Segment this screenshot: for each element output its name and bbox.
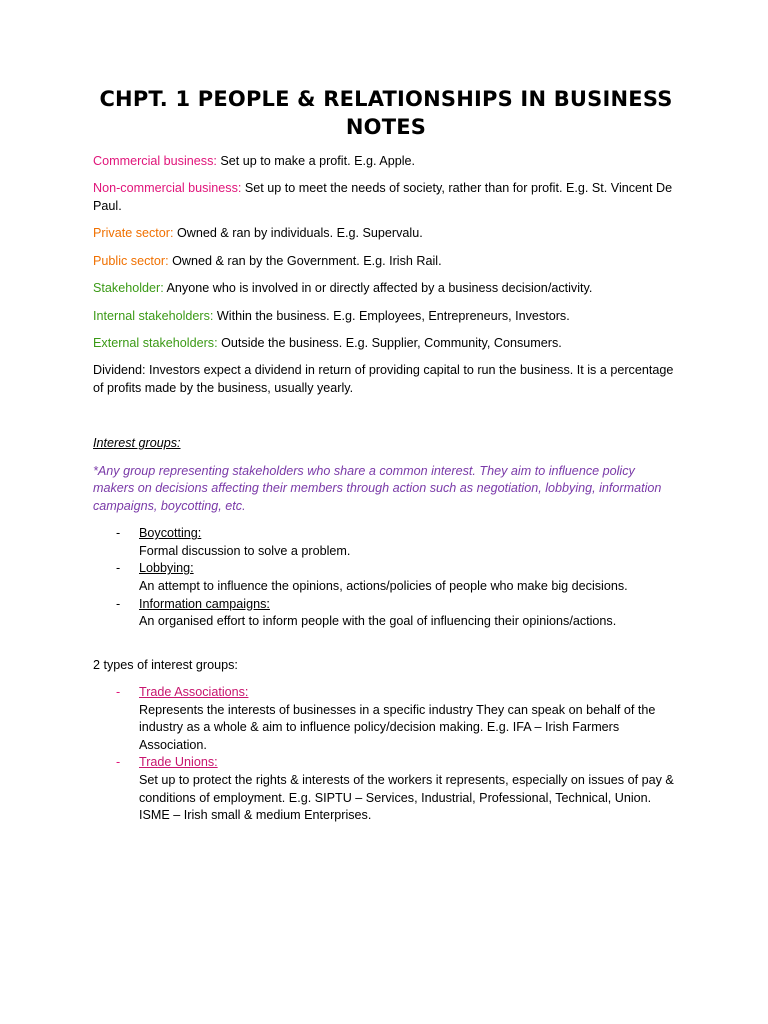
- definition-commercial: [93, 153, 677, 171]
- definition-private-sector: [93, 225, 677, 243]
- document-content: [93, 86, 677, 835]
- document-title: CHPT. 1 PEOPLE & RELATIONSHIPS IN BUSINESS NOTES: [99, 87, 673, 139]
- spacer: [93, 641, 677, 657]
- definition-external-stakeholders: [93, 335, 677, 353]
- method-label: Information campaigns:: [139, 596, 270, 611]
- interest-group-methods-list: [93, 525, 677, 631]
- definition-term: Commercial business:: [93, 154, 217, 168]
- type-description: Set up to protect the rights & interests of the workers it represents, especially on issues of pay & conditions of employment. E.g. SIPTU – Services, Industrial, Professional, Technical, Union. ISME – Irish small & medium Enterprises.: [139, 773, 678, 823]
- definition-non-commercial: [93, 180, 677, 215]
- definition-internal-stakeholders: [93, 308, 677, 326]
- bullet-dash: -: [116, 596, 121, 611]
- definition-stakeholder: [93, 280, 677, 298]
- method-description: An attempt to influence the opinions, actions/policies of people who make big decisions.: [139, 579, 628, 594]
- bullet-dash: -: [116, 755, 121, 770]
- definition-text: Anyone who is involved in or directly affected by a business decision/activity.: [163, 281, 593, 296]
- list-item: [93, 560, 677, 595]
- bullet-dash: -: [116, 685, 121, 700]
- definition-term: External stakeholders:: [93, 335, 218, 350]
- definition-text: Owned & ran by the Government. E.g. Irish Rail.: [168, 253, 442, 268]
- method-description: An organised effort to inform people with the goal of influencing their opinions/actions.: [139, 614, 617, 629]
- definition-public-sector: [93, 253, 677, 271]
- definition-text: Set up to make a profit. E.g. Apple.: [216, 154, 416, 168]
- definition-term: Internal stakeholders:: [93, 308, 214, 323]
- type-label: Trade Unions:: [139, 755, 218, 770]
- definition-text: Owned & ran by individuals. E.g. Supervalu.: [173, 226, 423, 241]
- definition-term: Non-commercial business:: [93, 181, 242, 196]
- definition-term: Private sector:: [93, 226, 174, 241]
- type-description: Represents the interests of businesses in a specific industry They can speak on behalf of the industry as a whole & aim to influence policy/decision making. E.g. IFA – Irish Farmers Association.: [139, 702, 656, 752]
- method-label: Boycotting:: [139, 526, 202, 541]
- list-item: [93, 754, 677, 824]
- type-label: Trade Associations:: [139, 685, 249, 700]
- definition-text: Outside the business. E.g. Supplier, Community, Consumers.: [217, 335, 562, 350]
- list-item: [93, 596, 677, 631]
- list-item: [93, 684, 677, 754]
- interest-groups-heading: Interest groups:: [93, 436, 181, 451]
- definition-term: Public sector:: [93, 253, 169, 268]
- types-intro: 2 types of interest groups:: [93, 657, 238, 672]
- bullet-dash: -: [116, 526, 121, 541]
- definition-term: Stakeholder:: [93, 281, 164, 296]
- interest-groups-note: *Any group representing stakeholders who share a common interest. They aim to influence policy makers on decisions affecting their members through action such as negotiation, lobbying, information campaigns, boycotting, etc.: [93, 463, 662, 513]
- method-label: Lobbying:: [139, 561, 194, 576]
- spacer: [93, 407, 677, 435]
- definition-text: Within the business. E.g. Employees, Entrepreneurs, Investors.: [213, 308, 570, 323]
- method-description: Formal discussion to solve a problem.: [139, 543, 351, 558]
- list-item: [93, 525, 677, 560]
- bullet-dash: -: [116, 561, 121, 576]
- interest-group-types-list: [93, 684, 677, 825]
- dividend-paragraph: Dividend: Investors expect a dividend in return of providing capital to run the business. It is a percentage of profits made by the business, usually yearly.: [93, 363, 674, 395]
- definition-text: Set up to meet the needs of society, rather than for profit. E.g. St. Vincent De Paul.: [93, 181, 673, 213]
